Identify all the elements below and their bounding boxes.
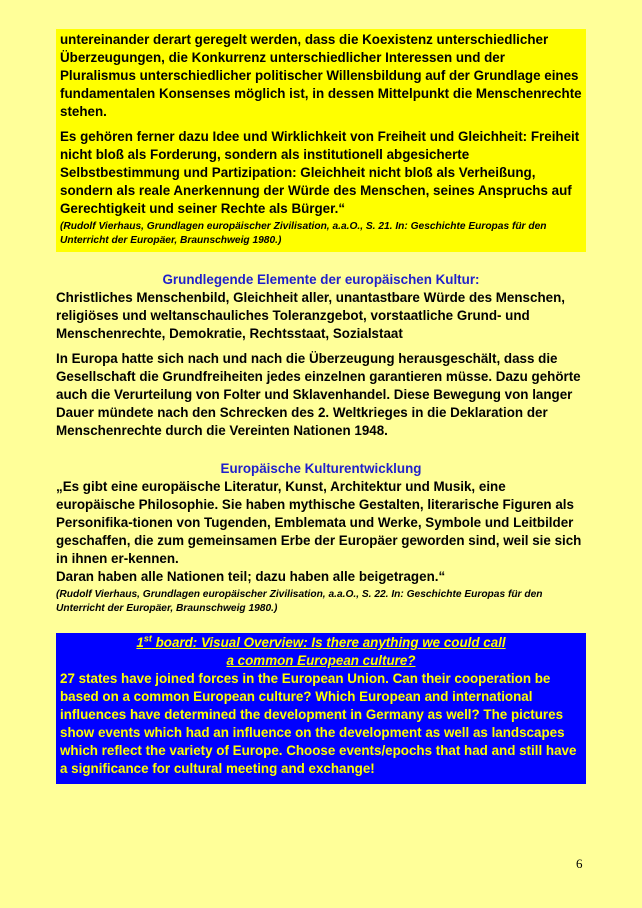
board-title-number: 1: [136, 635, 144, 650]
board-box: [56, 633, 586, 784]
quote-paragraph-1: untereinander derart geregelt werden, dass die Koexistenz unterschiedlicher Überzeugungen, die Konkurrenz unterschiedlicher Interessen und der Pluralismus unterschiedlicher politischer Willensbildung auf der Grundlage eines fundamentalen Konsenses möglich ist, in dessen Mittelpunkt die Menschenrechte stehen.: [60, 32, 582, 119]
section-european-culture: [56, 271, 586, 440]
section-heading-development: Europäische Kulturentwicklung: [220, 461, 422, 476]
quote-paragraph-2: Es gehören ferner dazu Idee und Wirklichkeit von Freiheit und Gleichheit: Freiheit nicht bloß als Forderung, sondern als institutionell abgesicherte Selbstbestimmung und Partizipation: Gleichheit nicht bloß als Verheißung, sondern als reale Anerkennung der Würde des Menschen, seines Anspruchs auf Gerechtigkeit und seiner Rechte als Bürger.“: [60, 129, 580, 216]
elements-list: Christliches Menschenbild, Gleichheit aller, unantastbare Würde des Menschen, religiöses und weltanschauliches Toleranzgebot, vorstaatliche Grund- und Menschenrechte, Demokratie, Rechtsstaat, Sozialstaat: [56, 290, 565, 341]
quote-citation: (Rudolf Vierhaus, Grundlagen europäischer Zivilisation, a.a.O., S. 21. In: Geschichte Europas für den Unterricht der Europäer, Braunschweig 1980.): [60, 221, 547, 246]
human-rights-paragraph: In Europa hatte sich nach und nach die Überzeugung herausgeschält, dass die Gesellschaft die Grundfreiheiten jedes einzelnen garantieren müsse. Dazu gehörte auch die Verurteilung von Folter und Sklavenhandel. Diese Bewegung von langer Dauer mündete nach den Schrecken des 2. Weltkrieges in die Deklaration der Menschenrechte durch die Vereinten Nationen 1948.: [56, 351, 581, 438]
quote-box: [56, 29, 586, 252]
board-body: 27 states have joined forces in the European Union. Can their cooperation be based on a common European culture? Which European and international influences have determined the development in Germany as well? The pictures show events which had an influence on the development as well as landscapes which reflect the variety of Europe. Choose events/epochs that had and still have a significance for cultural meeting and exchange!: [60, 671, 577, 776]
section-culture-development: [56, 460, 586, 616]
board-title-suffix: st: [143, 633, 152, 644]
development-citation: (Rudolf Vierhaus, Grundlagen europäischer Zivilisation, a.a.O., S. 22. In: Geschichte Europas für den Unterricht der Europäer, Braunschweig 1980.): [56, 589, 543, 614]
board-title: [60, 634, 582, 670]
page-number: 6: [576, 856, 583, 871]
development-quote: „Es gibt eine europäische Literatur, Kunst, Architektur und Musik, eine europäische Philosophie. Sie haben mythische Gestalten, literarische Figuren als Personifika-tionen von Tugenden, Emblemata und Werke, Symbole und Leitbilder geschaffen, die zum gemeinsamen Erbe der Europäer geworden sind, weil sie sich in ihnen er-kennen.: [56, 479, 582, 566]
board-title-line-1: board: Visual Overview: Is there anything we could call: [151, 635, 506, 650]
development-quote-end: Daran haben alle Nationen teil; dazu haben alle beigetragen.“: [56, 569, 446, 584]
board-title-line-2: a common European culture?: [226, 653, 416, 668]
section-heading-elements: Grundlegende Elemente der europäischen Kultur:: [162, 272, 480, 287]
